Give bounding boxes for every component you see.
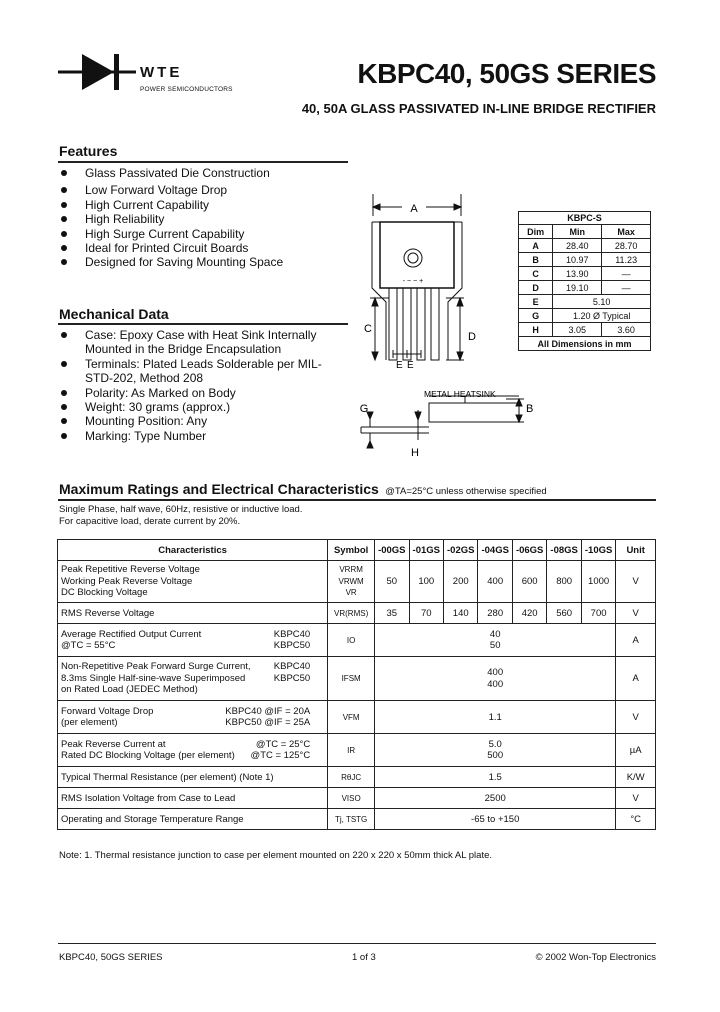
ratings-title: Maximum Ratings and Electrical Characteristics — [59, 481, 379, 497]
pin-polarity-marks: - ~ ~ + — [402, 278, 424, 285]
mechanical-title: Mechanical Data — [59, 306, 169, 322]
page-title: KBPC40, 50GS SERIES — [357, 58, 656, 89]
footer-page-number: 1 of 3 — [352, 952, 376, 963]
table-row — [58, 624, 656, 657]
symbol: VFM — [328, 701, 375, 734]
table-cell: 420 — [512, 603, 546, 624]
package-outline-diagram — [356, 190, 536, 470]
dim-label-d: D — [468, 331, 476, 343]
table-cell: 28.40 — [553, 239, 602, 253]
unit: A — [616, 657, 656, 701]
dim-label-h: H — [411, 447, 419, 459]
dim-col-header: Min — [553, 225, 602, 239]
row-label: DC Blocking Voltage — [61, 587, 148, 599]
column-header: -00GS — [375, 540, 409, 561]
wte-logo-diode-icon — [58, 50, 136, 94]
unit: V — [616, 561, 656, 603]
table-cell: 10.97 — [553, 253, 602, 267]
list-item: Ideal for Printed Circuit Boards — [59, 241, 349, 255]
list-item: Low Forward Voltage Drop — [59, 183, 349, 197]
table-cell: A — [519, 239, 553, 253]
table-cell: 50 — [489, 640, 501, 651]
table-cell: 140 — [444, 603, 478, 624]
table-cell: 600 — [512, 561, 546, 603]
dim-table-title: KBPC-S — [519, 212, 650, 225]
ratings-condition: @TA=25°C unless otherwise specified — [385, 486, 547, 497]
table-row — [58, 767, 656, 788]
table-cell: 560 — [547, 603, 581, 624]
list-item: High Current Capability — [59, 198, 349, 212]
list-item: Polarity: As Marked on Body — [59, 386, 339, 400]
column-header: Unit — [616, 540, 656, 561]
dim-col-header: Max — [617, 226, 635, 237]
row-label: 8.3ms Single Half-sine-wave Superimposed — [61, 672, 246, 684]
table-cell: 280 — [478, 603, 512, 624]
table-cell: E — [519, 295, 553, 309]
row-label: Peak Repetitive Reverse Voltage — [61, 564, 200, 576]
symbol: IR — [328, 734, 375, 767]
table-cell: 100 — [409, 561, 443, 603]
row-label: Average Rectified Output Current — [61, 628, 202, 640]
table-row — [58, 809, 656, 830]
ratings-note-1: Single Phase, half wave, 60Hz, resistive or inductive load. — [59, 504, 303, 515]
table-cell: 11.23 — [615, 254, 638, 265]
type-label: KBPC40 — [273, 628, 311, 640]
row-label: @TC = 55°C — [61, 640, 116, 651]
dim-label-c: C — [364, 323, 372, 335]
symbol: VR(RMS) — [328, 603, 375, 624]
table-cell: 200 — [444, 561, 478, 603]
table-cell: 5.10 — [592, 296, 611, 307]
table-cell: 800 — [547, 561, 581, 603]
table-row — [58, 561, 656, 603]
column-header: -01GS — [409, 540, 443, 561]
table-cell: 13.90 — [553, 267, 602, 281]
table-header-row — [58, 540, 656, 561]
symbol: VISO — [328, 788, 375, 809]
row-label: Non-Repetitive Peak Forward Surge Current, — [61, 661, 251, 673]
footer-divider — [58, 943, 656, 944]
dim-label-b: B — [526, 403, 534, 415]
table-cell: 2500 — [375, 788, 616, 809]
unit: °C — [616, 809, 656, 830]
condition-label: @TC = 25°C — [255, 738, 311, 750]
mechanical-divider — [58, 323, 348, 325]
row-label: RMS Reverse Voltage — [58, 603, 328, 624]
row-label: on Rated Load (JEDEC Method) — [61, 684, 198, 696]
row-label: Rated DC Blocking Voltage (per element) — [61, 750, 235, 761]
condition-label: @TC = 125°C — [250, 750, 311, 761]
symbol: VRRM — [339, 565, 363, 575]
list-item: Marking: Type Number — [59, 429, 339, 443]
unit: V — [616, 788, 656, 809]
row-label: Forward Voltage Drop — [61, 705, 154, 717]
dim-label-e: E — [396, 360, 403, 371]
list-item: High Reliability — [59, 212, 349, 226]
list-item: Case: Epoxy Case with Heat Sink Internally Mounted in the Bridge Encapsulation — [59, 328, 339, 357]
row-label: Typical Thermal Resistance (per element) (Note 1) — [58, 767, 328, 788]
table-cell: C — [519, 267, 553, 281]
list-item: Terminals: Plated Leads Solderable per MIL-STD-202, Method 208 — [59, 357, 339, 386]
list-item: Weight: 30 grams (approx.) — [59, 400, 339, 414]
row-label: Operating and Storage Temperature Range — [58, 809, 328, 830]
table-cell: All Dimensions in mm — [537, 338, 632, 349]
table-cell: 3.60 — [617, 324, 635, 335]
condition-label: KBPC40 @IF = 20A — [225, 705, 311, 717]
list-item: Designed for Saving Mounting Space — [59, 255, 349, 269]
symbol: VRWM — [338, 576, 364, 586]
table-cell: B — [519, 253, 553, 267]
unit: µA — [616, 734, 656, 767]
table-cell: 5.0 — [488, 738, 502, 750]
table-cell: 400 — [487, 667, 504, 678]
table-cell: 1000 — [581, 561, 615, 603]
row-label: (per element) — [61, 717, 118, 728]
table-cell: 400 — [478, 561, 512, 603]
list-item: Mounting Position: Any — [59, 414, 339, 428]
table-cell: G — [519, 309, 553, 323]
symbol: IFSM — [328, 657, 375, 701]
dim-col-header: Dim — [519, 225, 553, 239]
column-header: -06GS — [512, 540, 546, 561]
column-header: -08GS — [547, 540, 581, 561]
dimensions-table — [518, 211, 651, 351]
column-header: -04GS — [478, 540, 512, 561]
table-cell: 40 — [489, 628, 501, 640]
list-item: Glass Passivated Die Construction — [59, 166, 349, 180]
row-label: Working Peak Reverse Voltage — [61, 575, 193, 587]
table-row — [58, 603, 656, 624]
symbol: RθJC — [328, 767, 375, 788]
unit: K/W — [616, 767, 656, 788]
table-row — [58, 657, 656, 701]
type-label: KBPC40 — [273, 661, 311, 673]
dim-label-e: E — [407, 360, 414, 371]
dim-label-g: G — [359, 403, 369, 415]
table-cell: 28.70 — [614, 240, 638, 251]
brand-name: WTE — [140, 64, 183, 81]
table-cell: — — [621, 268, 631, 279]
table-cell: -65 to +150 — [375, 809, 616, 830]
condition-label: KBPC50 @IF = 25A — [225, 717, 311, 728]
column-header: -02GS — [444, 540, 478, 561]
unit: A — [616, 624, 656, 657]
table-cell: 500 — [487, 750, 504, 761]
table-cell: 700 — [581, 603, 615, 624]
table-cell: 1.5 — [375, 767, 616, 788]
type-label: KBPC50 — [273, 640, 311, 651]
table-cell: H — [519, 323, 553, 337]
column-header: -10GS — [581, 540, 615, 561]
table-cell: 1.20 Ø Typical — [572, 310, 631, 321]
table-cell: 1.1 — [375, 701, 616, 734]
list-item: High Surge Current Capability — [59, 227, 349, 241]
table-cell: 400 — [487, 678, 504, 690]
ratings-note-2: For capacitive load, derate current by 20%. — [59, 516, 241, 527]
table-cell: 3.05 — [553, 323, 602, 337]
brand-tagline: POWER SEMICONDUCTORS — [140, 86, 233, 93]
features-list — [59, 166, 349, 270]
features-divider — [58, 161, 348, 163]
type-label: KBPC50 — [273, 672, 311, 684]
table-row — [58, 788, 656, 809]
table-cell: 70 — [409, 603, 443, 624]
mechanical-list — [59, 328, 339, 443]
table-cell: 35 — [375, 603, 409, 624]
symbol: Tj, TSTG — [328, 809, 375, 830]
footer-copyright: © 2002 Won-Top Electronics — [535, 952, 656, 963]
ratings-divider — [58, 499, 656, 501]
row-label: Peak Reverse Current at — [61, 738, 166, 750]
ratings-table — [57, 539, 656, 830]
footer-left: KBPC40, 50GS SERIES — [59, 952, 163, 963]
unit: V — [616, 701, 656, 734]
column-header: Symbol — [328, 540, 375, 561]
symbol: IO — [328, 624, 375, 657]
table-row — [58, 734, 656, 767]
ratings-heading — [59, 481, 547, 499]
page-subtitle: 40, 50A GLASS PASSIVATED IN-LINE BRIDGE RECTIFIER — [301, 101, 656, 116]
heatsink-label: METAL HEATSINK — [424, 389, 496, 399]
dim-label-a: A — [410, 203, 418, 215]
table-cell: 50 — [375, 561, 409, 603]
table-row — [58, 701, 656, 734]
unit: V — [616, 603, 656, 624]
thermal-note: Note: 1. Thermal resistance junction to case per element mounted on 220 x 220 x 50mm thick AL plate. — [59, 850, 493, 861]
features-title: Features — [59, 143, 118, 159]
row-label: RMS Isolation Voltage from Case to Lead — [58, 788, 328, 809]
column-header: Characteristics — [58, 540, 328, 561]
table-cell: D — [519, 281, 553, 295]
table-cell: — — [621, 282, 631, 293]
symbol: VR — [345, 588, 357, 598]
table-cell: 19.10 — [553, 281, 602, 295]
